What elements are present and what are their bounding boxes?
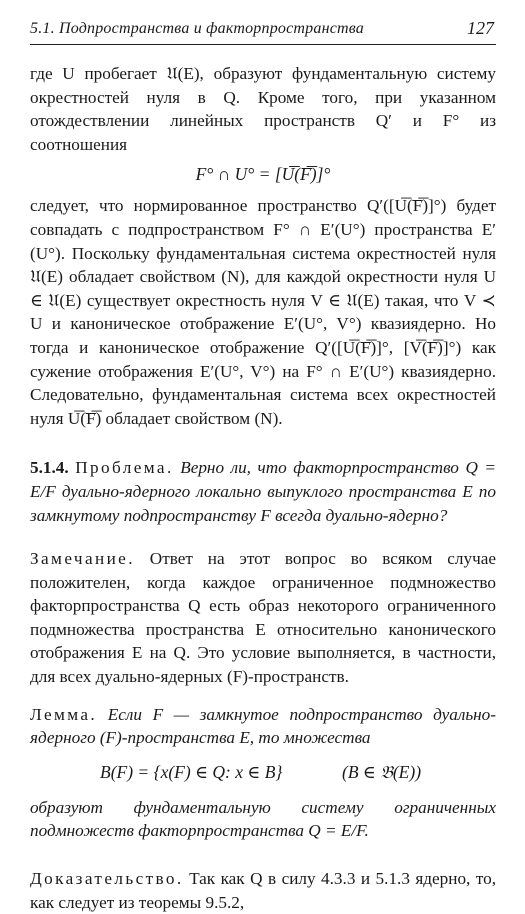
- running-head: 5.1. Подпространства и факторпространства: [30, 20, 364, 37]
- lemma-paragraph: [30, 703, 496, 750]
- lemma-formula: [30, 760, 496, 786]
- lemma-conclusion: образуют фундаментальную систему ограниченных подмножеств факторпространства Q = E/F.: [30, 797, 496, 841]
- page-number: 127: [467, 18, 494, 38]
- lemma-formula-condition: (B ∈ 𝔅(E)): [342, 761, 422, 782]
- page-header: [30, 18, 496, 45]
- problem-paragraph: [30, 456, 496, 527]
- remark-text: Ответ на этот вопрос во всяком случае положителен, когда каждое ограниченное подмножество факторпространства Q есть образ некоторого ограниченного подмножества пространства E относительно канонического отображения E на Q. Это условие выполняется, в частности, для всех дуально-ядерных (F)-пространств.: [30, 549, 496, 687]
- formula-1: F° ∩ U° = [U͞(͞F͞)]°: [195, 164, 331, 185]
- problem-text: Верно ли, что факторпространство Q = E/F дуально-ядерного локально выпуклого пространства E по замкнутому подпространству F всегда дуально-ядерно?: [30, 458, 497, 525]
- proof-label: Доказательство.: [30, 869, 184, 889]
- problem-label: Проблема.: [75, 458, 174, 478]
- page-content: [30, 62, 496, 914]
- remark-paragraph: [30, 547, 496, 689]
- proof-text: Так как Q в силу 4.3.3 и 5.1.3 ядерно, то, как следует из теоремы 9.5.2,: [30, 869, 496, 912]
- problem-number: 5.1.4.: [30, 458, 69, 478]
- remark-label: Замечание.: [30, 549, 135, 569]
- paragraph-1: где U пробегает 𝔘(E), образуют фундаментальную систему окрестностей нуля в Q. Кроме того, при указанном отождествлении линейных пространств Q′ и F° из соотношения: [30, 64, 496, 154]
- lemma-formula-main: B(F) = {x(F) ∈ Q: x ∈ B}: [100, 761, 283, 782]
- lemma-label: Лемма.: [30, 704, 98, 724]
- proof-paragraph: [30, 867, 496, 914]
- paragraph-2: следует, что нормированное пространство Q′([U͞(͞F͞)]°) будет совпадать с подпространством F° ∩ E′(U°) пространства E′(U°). Поскольку фундаментальная система окрестностей нуля 𝔘(E) обладает свойством (N), для каждой окрестности нуля U ∈ 𝔘(E) существует окрестность нуля V ∈ 𝔘(E) такая, что V ≺ U и каноническое отображение E′(U°, V°) квазиядерно. Но тогда и каноническое отображение Q′([U͞(͞F͞)]°, [V͞(͞F͞)]°) как сужение отображения E′(U°, V°) на F° ∩ E′(U°) квазиядерно. Следовательно, фундаментальная система всех окрестностей нуля U͞(͞F͞) обладает свойством (N).: [30, 196, 496, 428]
- lemma-text: Если F — замкнутое подпространство дуально-ядерного (F)-пространства E, то множества: [30, 704, 496, 748]
